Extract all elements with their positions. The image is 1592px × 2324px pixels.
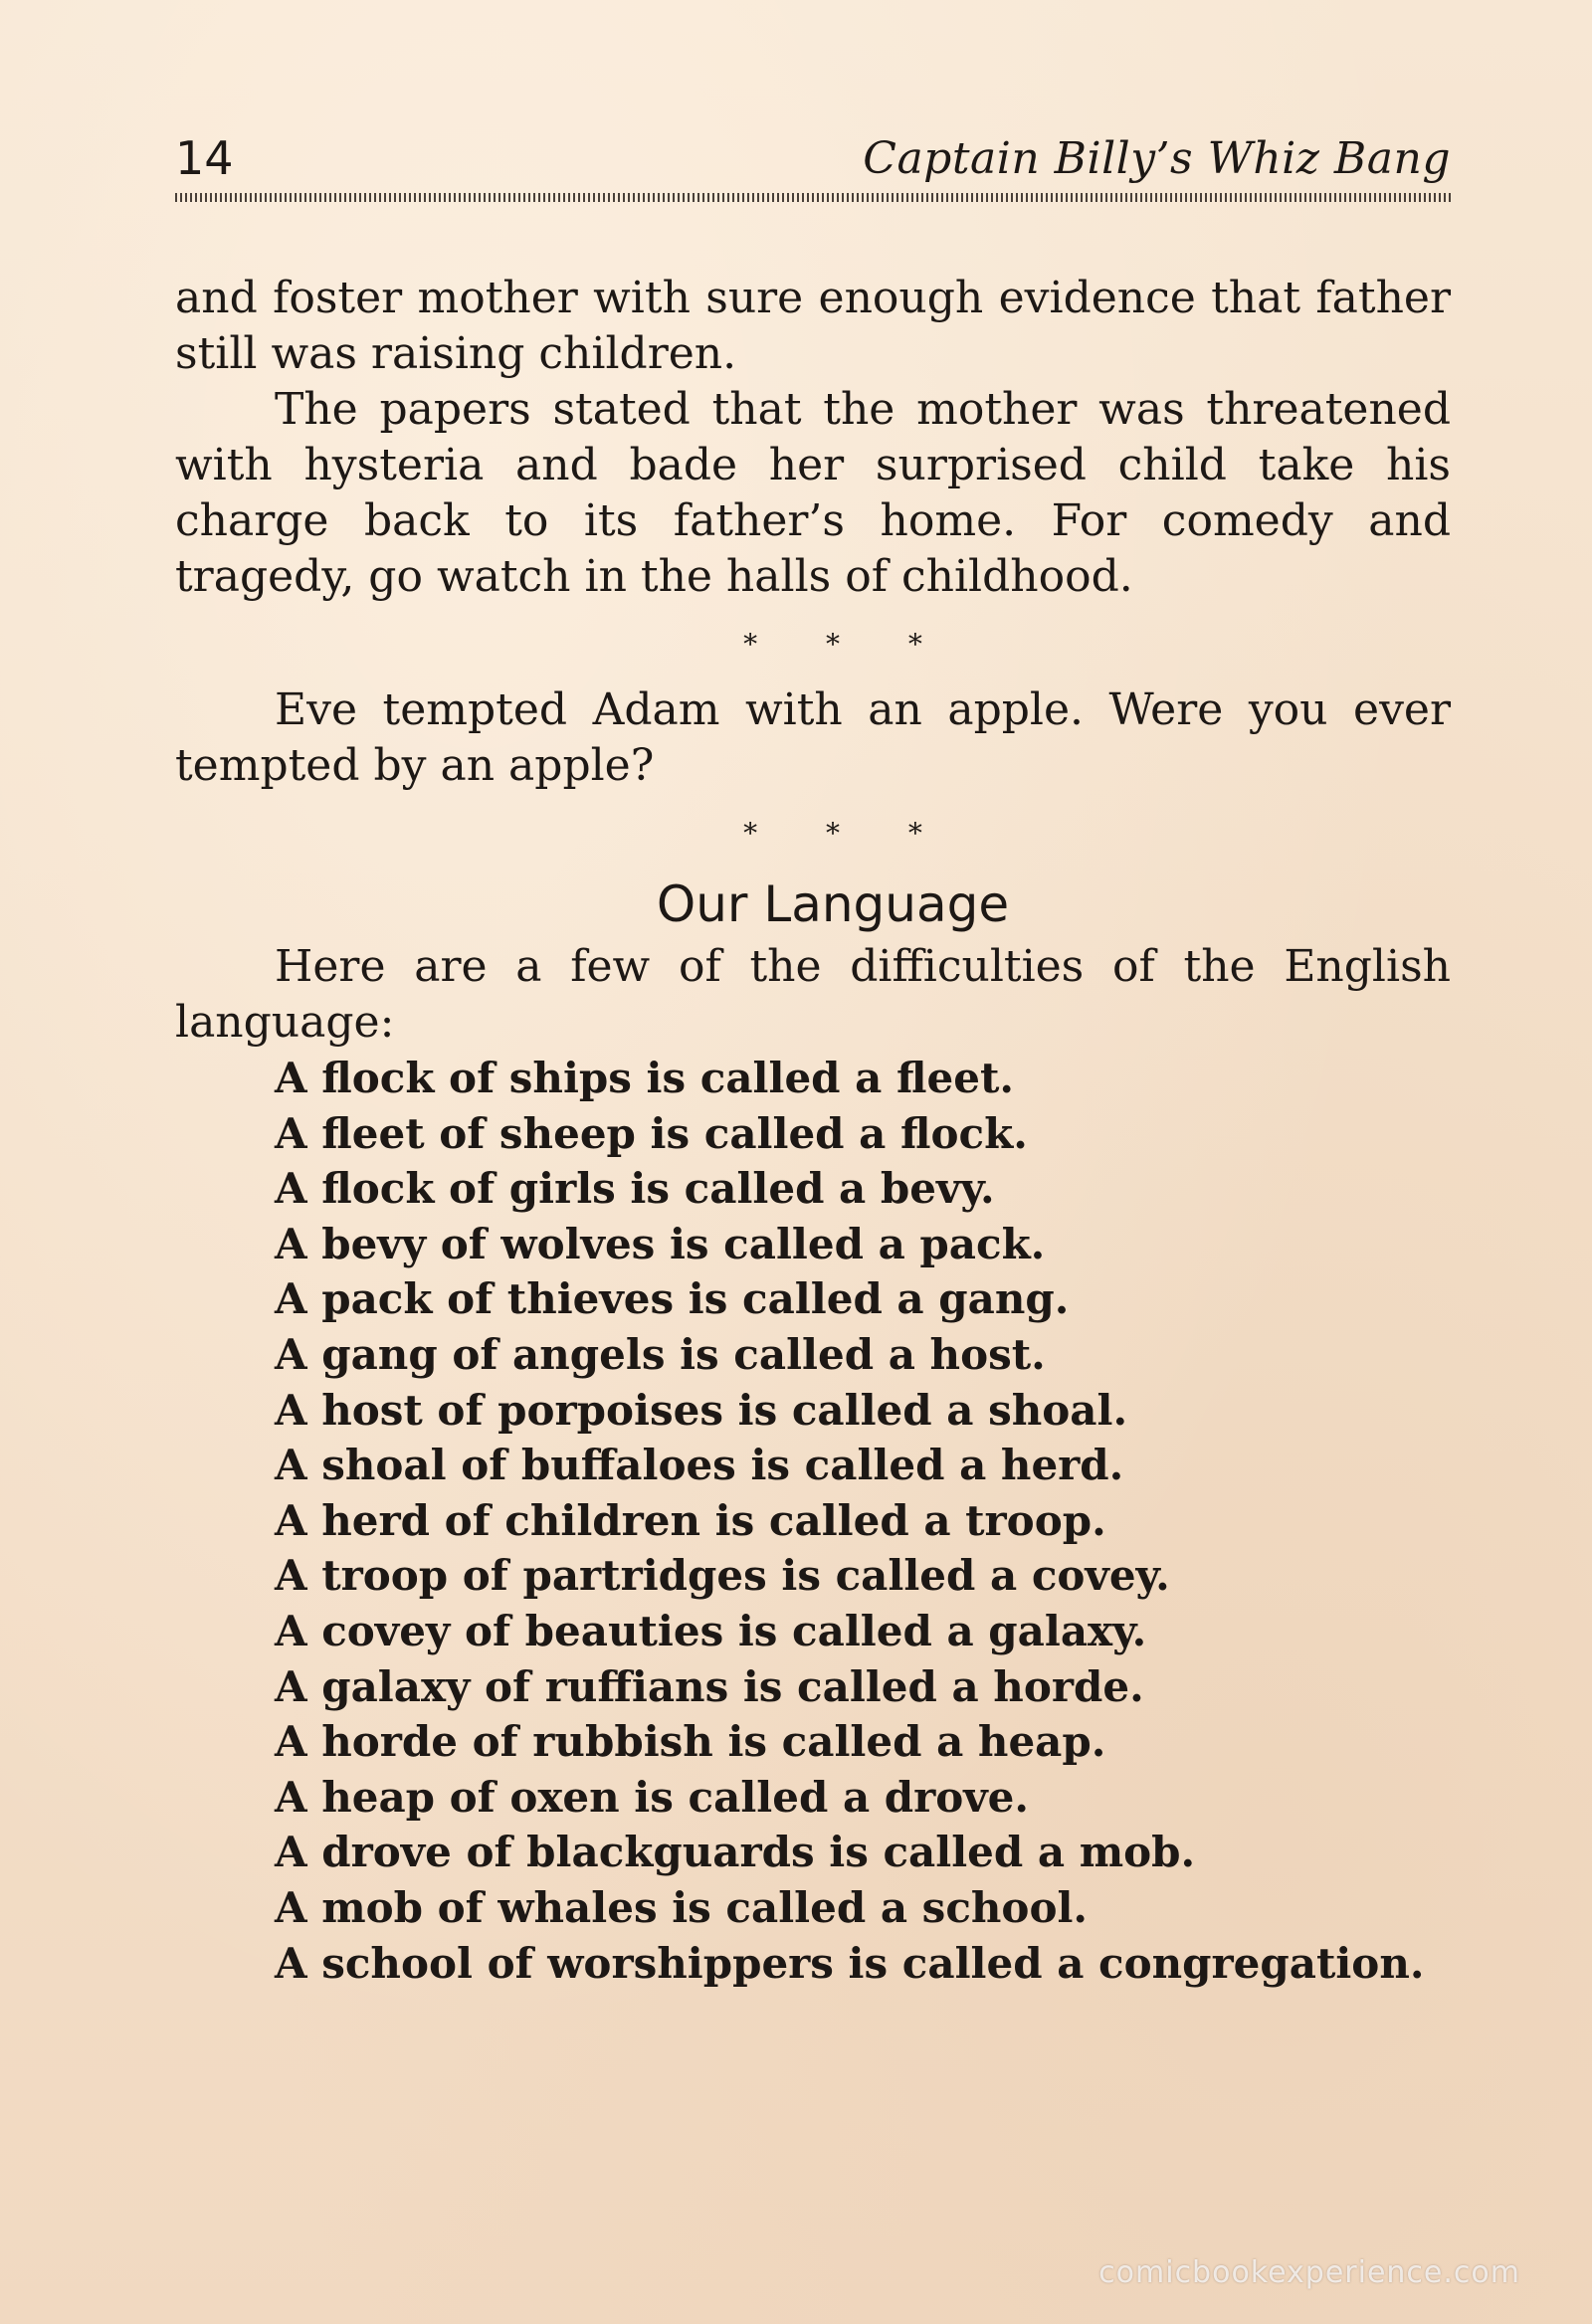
- list-item: A bevy of wolves is called a pack.: [275, 1219, 1046, 1268]
- list-item: A drove of blackguards is called a mob.: [275, 1828, 1196, 1877]
- paragraph-papers: The papers stated that the mother was threatened with hysteria and bade her surprised child take his charge back to its father’s home. For comedy and tragedy, go watch in the halls of childhood.: [175, 384, 1451, 602]
- separator-stars: * * *: [743, 817, 922, 850]
- list-item: A flock of ships is called a fleet.: [275, 1054, 1014, 1102]
- list-item: A school of worshippers is called a congregation.: [275, 1938, 1425, 1988]
- list-item: A mob of whales is called a school.: [275, 1882, 1089, 1932]
- list-item: A host of porpoises is called a shoal.: [275, 1385, 1128, 1435]
- list-item: A herd of children is called a troop.: [275, 1495, 1106, 1545]
- watermark: comicbookexperience.com: [1098, 2255, 1520, 2290]
- list-item: A heap of oxen is called a drove.: [275, 1772, 1030, 1822]
- list-item: A gang of angels is called a host.: [275, 1329, 1046, 1379]
- list-item: A fleet of sheep is called a flock.: [275, 1108, 1028, 1158]
- list-item: A covey of beauties is called a galaxy.: [275, 1606, 1147, 1655]
- section-intro: Here are a few of the difficulties of the English language:: [175, 941, 1451, 1048]
- section-title: Our Language: [656, 875, 1010, 933]
- running-title: Captain Billy’s Whiz Bang: [863, 133, 1451, 184]
- list-item: A troop of partridges is called a covey.: [275, 1551, 1170, 1601]
- collective-nouns-list: [175, 1051, 1451, 1991]
- paragraph-continuation: and foster mother with sure enough evidence that father still was raising children.: [175, 273, 1451, 379]
- paragraph-eve: Eve tempted Adam with an apple. Were you ever tempted by an apple?: [175, 684, 1451, 791]
- list-item: A pack of thieves is called a gang.: [275, 1274, 1070, 1324]
- list-item: A galaxy of ruffians is called a horde.: [275, 1661, 1144, 1711]
- list-item: A horde of rubbish is called a heap.: [275, 1717, 1106, 1767]
- page-number: 14: [175, 131, 234, 185]
- list-item: A flock of girls is called a bevy.: [275, 1164, 995, 1214]
- separator-stars: * * *: [743, 628, 922, 661]
- page-header: [175, 131, 1451, 201]
- body-text: [175, 271, 1451, 1991]
- list-item: A shoal of buffaloes is called a herd.: [275, 1441, 1124, 1490]
- header-rule: [175, 193, 1451, 202]
